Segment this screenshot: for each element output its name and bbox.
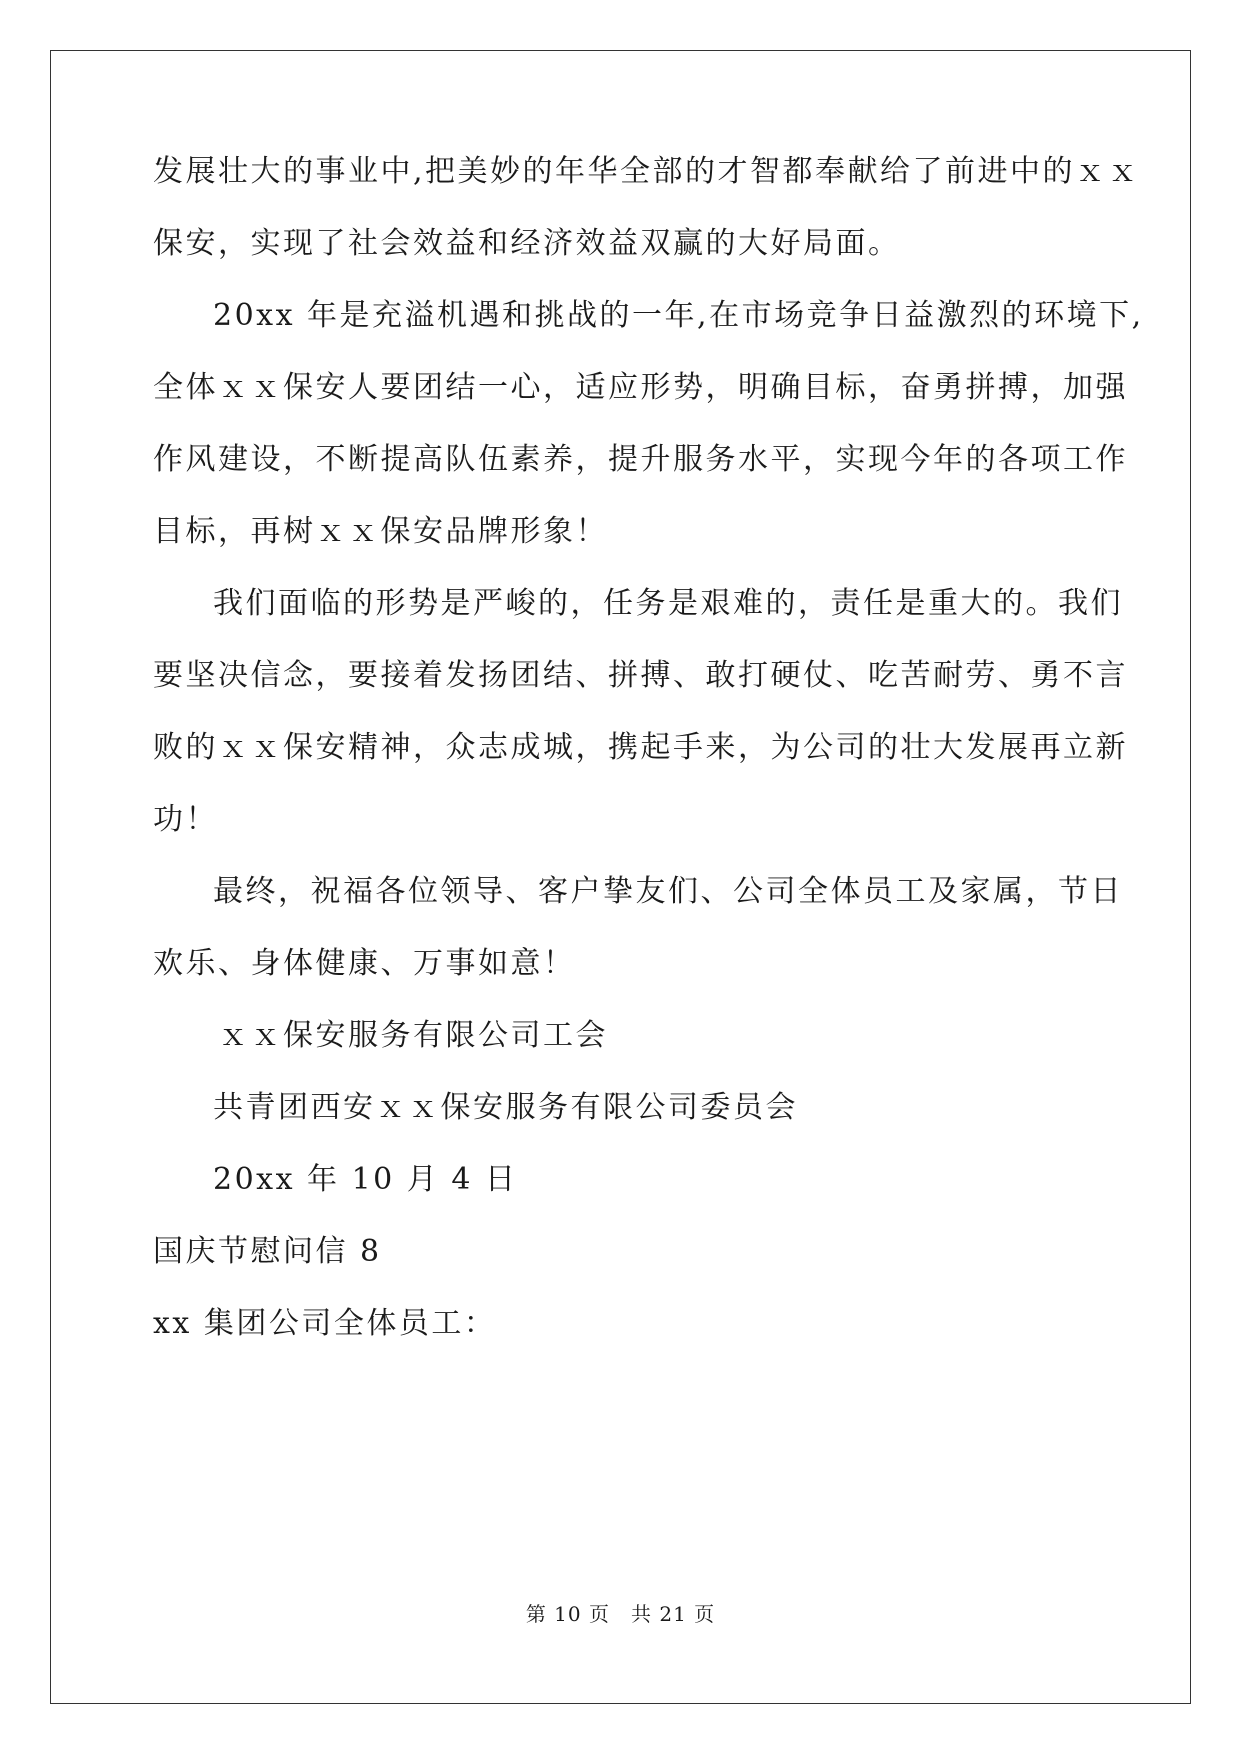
- body-text-line: 功！: [153, 802, 218, 837]
- signature-date: 20xx 年 10 月 4 日: [213, 1162, 518, 1197]
- page-number: 第 10 页 共 21 页: [525, 1602, 716, 1626]
- section-heading: 国庆节慰问信 8: [153, 1234, 382, 1269]
- body-text-line: 败的ｘｘ保安精神，众志成城，携起手来，为公司的壮大发展再立新: [153, 730, 1128, 765]
- signature-union: ｘｘ保安服务有限公司工会: [218, 1018, 608, 1053]
- paragraph-first-line: 最终，祝福各位领导、客户挚友们、公司全体员工及家属，节日: [213, 874, 1123, 909]
- paragraph-first-line: 20xx 年是充溢机遇和挑战的一年,在市场竞争日益激烈的环境下,: [213, 298, 1144, 333]
- body-text-line: 发展壮大的事业中,把美妙的年华全部的才智都奉献给了前进中的ｘｘ: [153, 154, 1141, 189]
- body-text-line: 要坚决信念，要接着发扬团结、拼搏、敢打硬仗、吃苦耐劳、勇不言: [153, 658, 1128, 693]
- signature-youth-league: 共青团西安ｘｘ保安服务有限公司委员会: [213, 1090, 798, 1125]
- letter-salutation: xx 集团公司全体员工：: [153, 1306, 497, 1341]
- body-text-line: 全体ｘｘ保安人要团结一心，适应形势，明确目标，奋勇拼搏，加强: [153, 370, 1128, 405]
- body-text-line: 保安，实现了社会效益和经济效益双赢的大好局面。: [153, 226, 901, 261]
- body-text-line: 作风建设，不断提高队伍素养，提升服务水平，实现今年的各项工作: [153, 442, 1128, 477]
- body-text-line: 目标，再树ｘｘ保安品牌形象！: [153, 514, 608, 549]
- paragraph-first-line: 我们面临的形势是严峻的，任务是艰难的，责任是重大的。我们: [213, 586, 1123, 621]
- body-text-line: 欢乐、身体健康、万事如意！: [153, 946, 576, 981]
